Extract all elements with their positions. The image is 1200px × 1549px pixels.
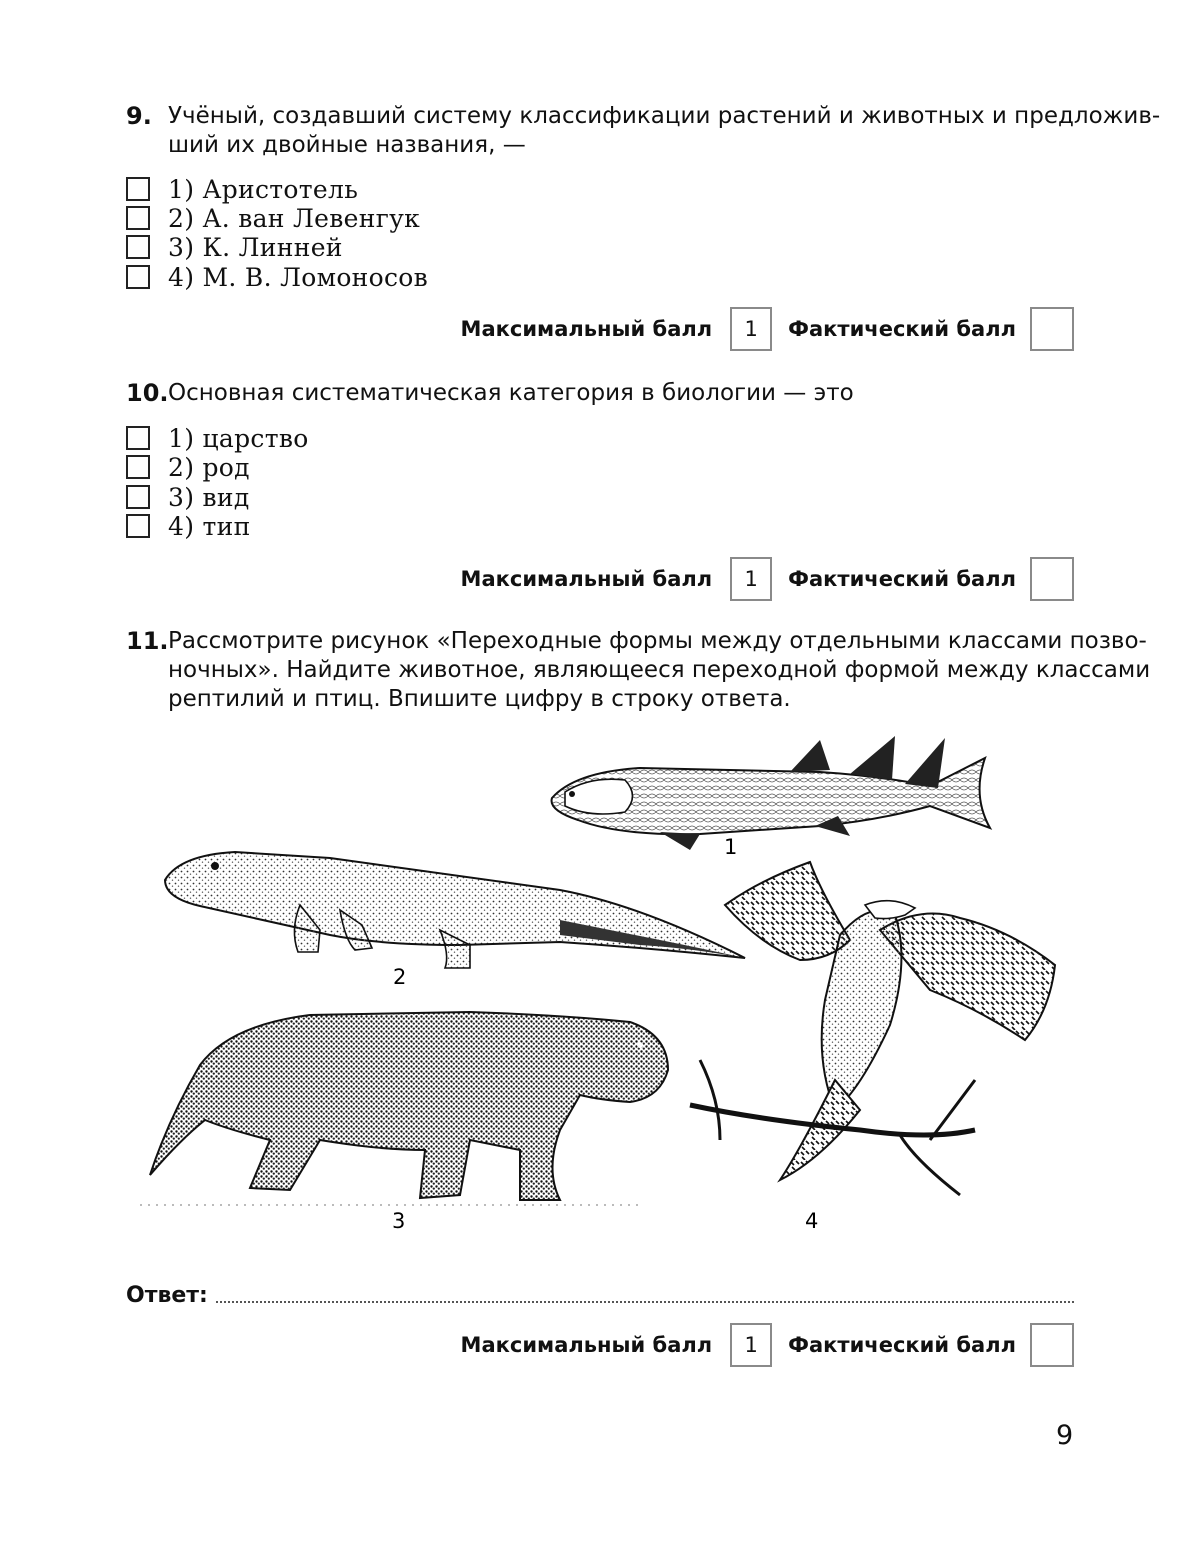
answer-label: Ответ: [126, 1283, 208, 1308]
question-9-text-line-1: Учёный, создавший систему классификации растений и животных и предложив- [168, 103, 1161, 129]
option-label: 4) тип [168, 511, 251, 541]
actual-score-label: Фактический балл [788, 1333, 1016, 1357]
question-9-number: 9. [126, 102, 152, 130]
fish-drawing [552, 736, 990, 850]
option-label: 4) М. В. Ломоносов [168, 262, 429, 292]
question-10-text: Основная систематическая категория в биологии — это [168, 380, 854, 406]
answer-input-line[interactable] [216, 1301, 1074, 1303]
reptile-drawing [140, 1012, 668, 1205]
actual-score-label: Фактический балл [788, 567, 1016, 591]
option-label: 2) род [168, 452, 250, 482]
question-11-text-line-3: рептилий и птиц. Впишите цифру в строку ответа. [168, 686, 791, 712]
max-score-box: 1 [730, 557, 772, 601]
question-11-text-line-1: Рассмотрите рисунок «Переходные формы между отдельными классами позво- [168, 628, 1147, 654]
actual-score-box[interactable] [1030, 1323, 1074, 1367]
option-label: 1) Аристотель [168, 174, 359, 204]
figure-label-1: 1 [724, 835, 738, 859]
option-label: 3) К. Линней [168, 232, 343, 262]
max-score-label: Максимальный балл [460, 317, 713, 341]
max-score-box: 1 [730, 307, 772, 351]
option-label: 2) А. ван Левенгук [168, 203, 421, 233]
figure-label-4: 4 [805, 1209, 819, 1233]
max-score-label: Максимальный балл [460, 1333, 713, 1357]
option-label: 1) царство [168, 423, 309, 453]
archaeopteryx-drawing [690, 862, 1055, 1195]
actual-score-label: Фактический балл [788, 317, 1016, 341]
figure-label-2: 2 [393, 965, 407, 989]
option-label: 3) вид [168, 482, 250, 512]
max-score-box: 1 [730, 1323, 772, 1367]
page-number: 9 [1056, 1420, 1074, 1451]
figure-label-3: 3 [392, 1209, 406, 1233]
question-9-text-line-2: ший их двойные названия, — [168, 132, 526, 158]
question-11-score-row [461, 1322, 1074, 1368]
question-10-number: 10. [126, 379, 169, 407]
max-score-label: Максимальный балл [460, 567, 713, 591]
question-11-text-line-2: ночных». Найдите животное, являющееся переходной формой между классами [168, 657, 1151, 683]
question-11-number: 11. [126, 627, 169, 655]
amphibian-drawing [165, 852, 745, 968]
